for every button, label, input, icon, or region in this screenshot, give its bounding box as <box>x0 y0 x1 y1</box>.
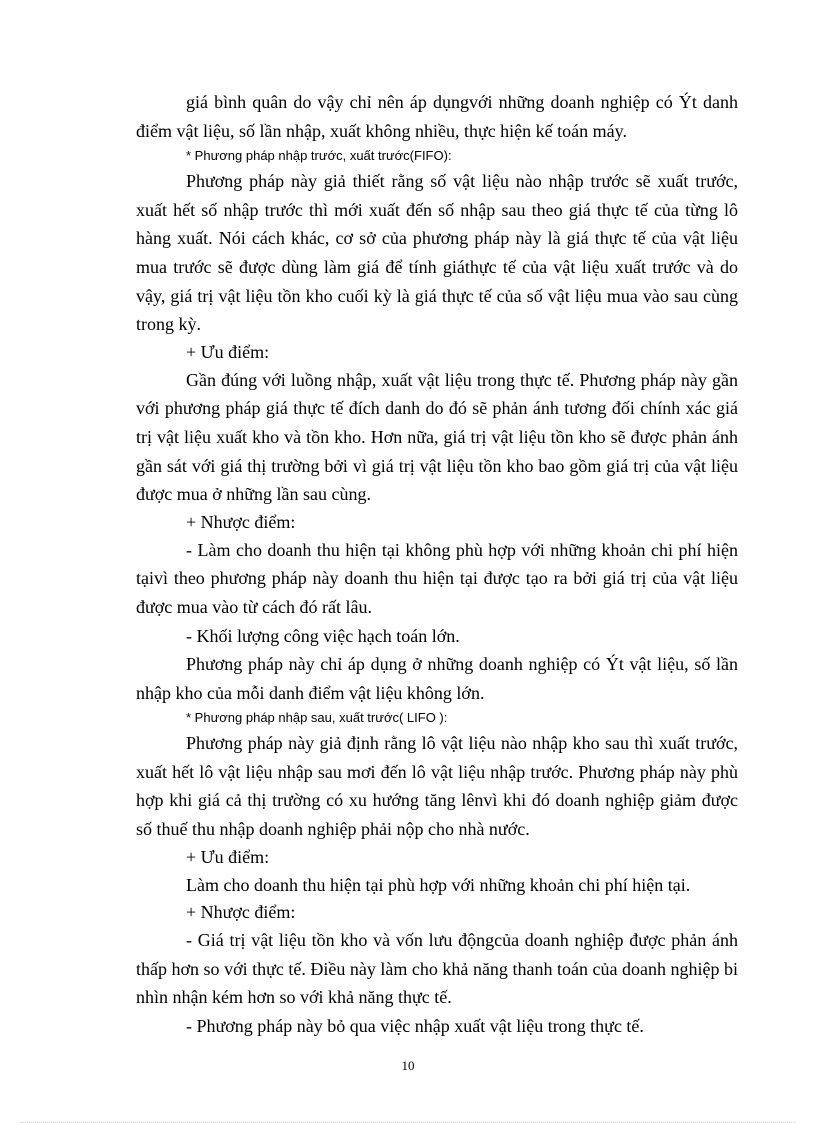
label-lifo-advantages: + Ưu điểm: <box>186 846 270 867</box>
label-fifo-disadvantages: + Nhược điểm: <box>186 511 296 532</box>
paragraph-fifo-advantages: Gần đúng với luồng nhập, xuất vật liệu trong thực tế. Phương pháp này gần với phương pháp giá thực tế đích danh do đó sẽ phản ánh tương đối chính xác giá trị vật liệu xuất kho và tồn kho. Hơn nữa, giá trị vật liệu tồn kho sẽ được phản ánh gần sát với giá thị trường bởi vì giá trị vật liệu tồn kho bao gồm giá trị của vật liệu được mua ở những lần sau cùng. <box>136 369 738 505</box>
paragraph-fifo-disadvantage-2: - Khối lượng công việc hạch toán lớn. <box>186 625 460 646</box>
page-number: 10 <box>401 1058 415 1073</box>
paragraph-lifo-disadvantage-1: - Giá trị vật liệu tồn kho và vốn lưu độngcủa doanh nghiệp được phản ánh thấp hơn so với thực tế. Điều này làm cho khả năng thanh toán của doanh nghiệp bi nhìn nhận kém hơn so với khả năng thực tế. <box>136 930 738 1008</box>
heading-fifo-method: * Phương pháp nhập trước, xuất trước(FIFO): <box>186 148 452 164</box>
paragraph-lifo-disadvantage-2: - Phương pháp này bỏ qua việc nhập xuất vật liệu trong thực tế. <box>186 1016 644 1037</box>
label-lifo-disadvantages: + Nhược điểm: <box>186 902 296 923</box>
heading-lifo-method: * Phương pháp nhập sau, xuất trước( LIFO ): <box>186 710 448 726</box>
page-content <box>136 88 738 1041</box>
paragraph-lifo-advantages: Làm cho doanh thu hiện tại phù hợp với những khoản chi phí hiện tại. <box>186 874 691 895</box>
paragraph-fifo-applicability: Phương pháp này chỉ áp dụng ở những doanh nghiệp có Ýt vật liệu, số lần nhập kho của mỗi danh điểm vật liệu không lớn. <box>136 654 738 703</box>
label-fifo-advantages: + Ưu điểm: <box>186 341 270 362</box>
paragraph-fifo-disadvantage-1: - Làm cho doanh thu hiện tại không phù hợp với những khoản chi phí hiện tạivì theo phương pháp này doanh thu hiện tại được tạo ra bởi giá trị của vật liệu được mua vào từ cách đó rất lâu. <box>136 539 738 617</box>
paragraph-lifo-description: Phương pháp này giả định rằng lô vật liệu nào nhập kho sau thì xuất trước, xuất hết lô vật liệu nhập sau mơi đến lô vật liệu nhập trước. Phương pháp này phù hợp khi giá cả thị trường có xu hướng tăng lênvì khi đó doanh nghiệp giảm được số thuế thu nhập doanh nghiệp phải nộp cho nhà nước. <box>136 733 738 840</box>
paragraph-intro-continued: giá bình quân do vậy chỉ nên áp dụngvới những doanh nghiệp có Ýt danh điểm vật liệu, số lần nhập, xuất không nhiều, thực hiện kế toán máy. <box>136 92 738 141</box>
paragraph-fifo-description: Phương pháp này giả thiết rằng số vật liệu nào nhập trước sẽ xuất trước, xuất hết số nhập trước thì mới xuất đến số nhập sau theo giá thực tế của từng lô hàng xuất. Nói cách khác, cơ sở của phương pháp này là giá thực tế của vật liệu mua trước sẽ được dùng làm giá để tính giáthực tế của vật liệu xuất trước và do vậy, giá trị vật liệu tồn kho cuối kỳ là giá thực tế của số vật liệu mua vào sau cùng trong kỳ. <box>136 171 738 335</box>
